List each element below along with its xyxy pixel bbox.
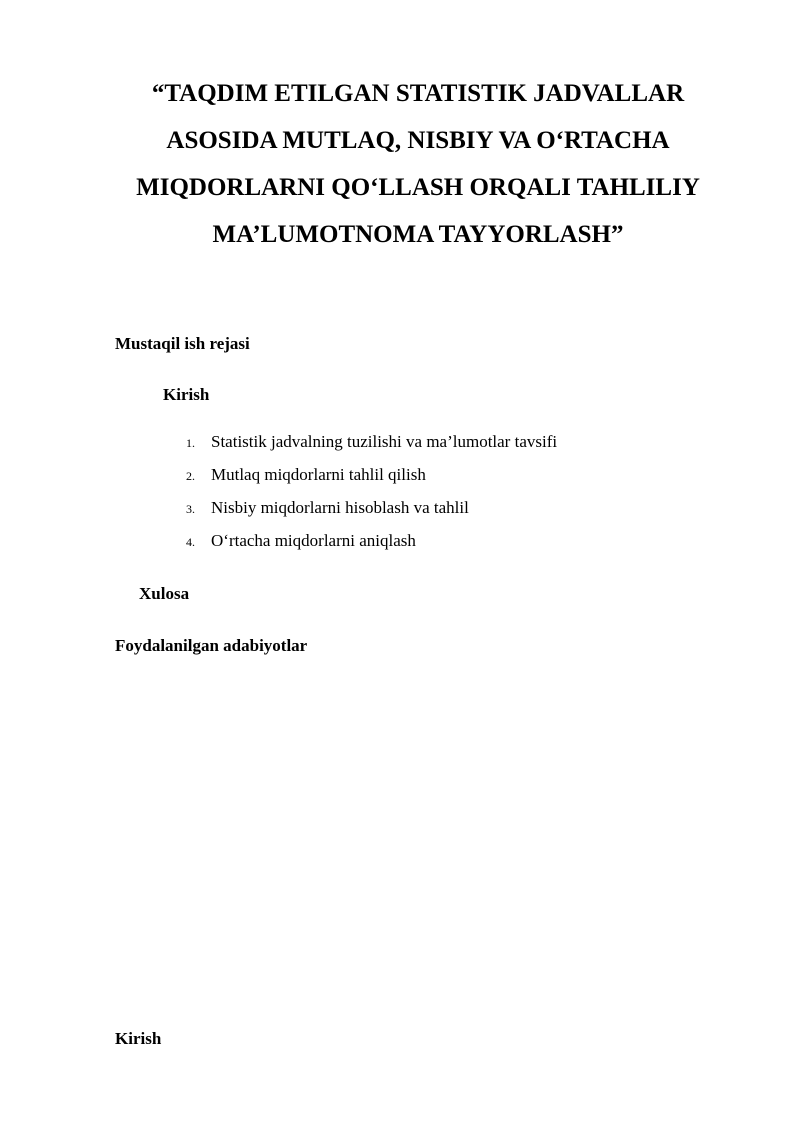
- plan-item-number: 1.: [186, 436, 195, 450]
- title-line: MIQDORLARNI QO‘LLASH ORQALI TAHLILIY: [136, 174, 700, 201]
- title-line: MA’LUMOTNOMA TAYYORLASH”: [212, 221, 624, 248]
- title-line: ASOSIDA MUTLAQ, NISBIY VA O‘RTACHA: [166, 127, 670, 154]
- plan-item: [186, 432, 557, 465]
- plan-item: [186, 465, 557, 498]
- title-line: “TAQDIM ETILGAN STATISTIK JADVALLAR: [151, 80, 685, 107]
- plan-item-text: Nisbiy miqdorlarni hisoblash va tahlil: [211, 498, 469, 517]
- section-heading-intro: Kirish: [115, 1029, 162, 1048]
- plan-item-number: 2.: [186, 469, 195, 483]
- document-title: [100, 70, 736, 258]
- plan-item-text: O‘rtacha miqdorlarni aniqlash: [211, 531, 416, 550]
- plan-references: Foydalanilgan adabiyotlar: [115, 636, 308, 655]
- plan-item: [186, 531, 557, 564]
- plan-item-number: 3.: [186, 502, 195, 516]
- plan-item: [186, 498, 557, 531]
- plan-heading: Mustaqil ish rejasi: [115, 334, 250, 353]
- plan-item-text: Statistik jadvalning tuzilishi va ma’lumotlar tavsifi: [211, 432, 558, 451]
- plan-item-number: 4.: [186, 535, 195, 549]
- plan-item-text: Mutlaq miqdorlarni tahlil qilish: [211, 465, 426, 484]
- plan-conclusion: Xulosa: [139, 584, 190, 603]
- plan-list: [186, 432, 557, 564]
- plan-intro: Kirish: [163, 385, 210, 404]
